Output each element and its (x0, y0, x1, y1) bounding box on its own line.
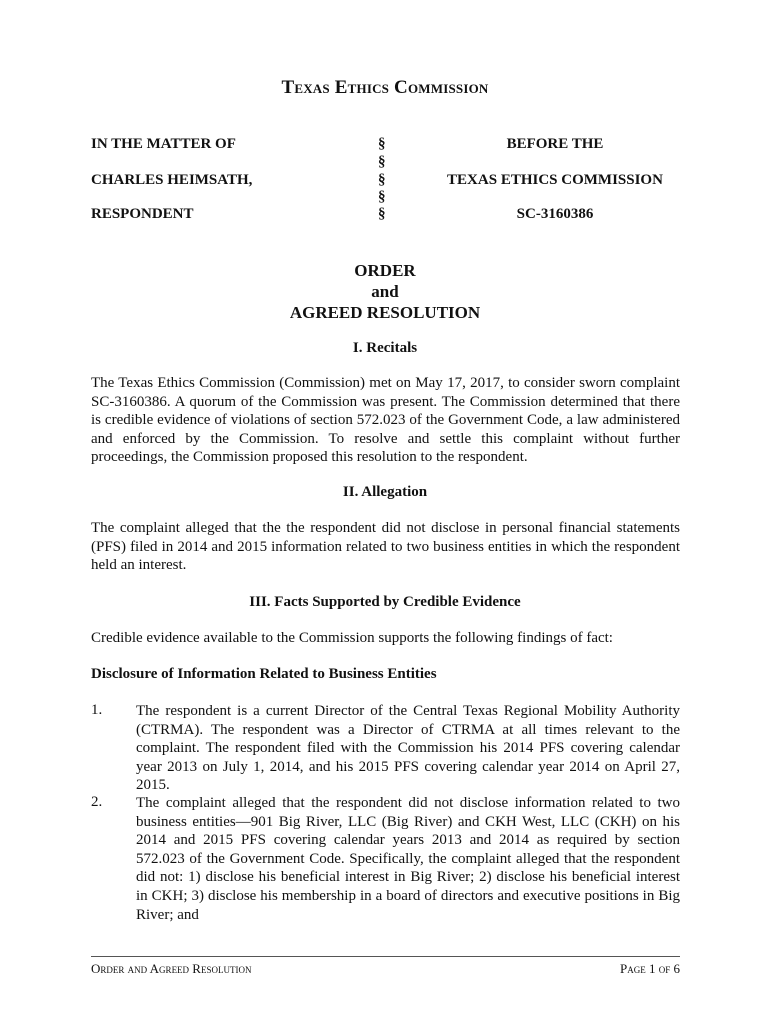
item-number: 2. (91, 794, 103, 810)
footer-left: Order and Agreed Resolution (91, 961, 252, 976)
item-text: The respondent is a current Director of the Central Texas Regional Mobility Authority (CTRMA). The respondent was a Director of CTRMA at all times relevant to the complaint. The respondent filed with the Commission his 2014 PFS covering calendar year 2013 on July 1, 2014, and his 2015 PFS covering calendar year 2014 on April 27, 2015. (136, 703, 680, 794)
caption-left-line-3: RESPONDENT (91, 206, 194, 222)
document-title: Texas Ethics Commission (281, 77, 489, 98)
recitals-paragraph: The Texas Ethics Commission (Commission) met on May 17, 2017, to consider sworn complaint SC-3160386. A quorum of the Commission was present. The Commission determined that there is credible evidence of violations of section 572.023 of the Government Code, a law administered and enforced by the Commission. To resolve and settle this complaint without further proceedings, the Commission proposed this resolution to the respondent. (91, 375, 680, 466)
recitals-heading: I. Recitals (352, 340, 418, 356)
caption-right-line-2: TEXAS ETHICS COMMISSION (447, 172, 663, 188)
section-symbol: § (378, 206, 386, 222)
section-symbol: § (378, 189, 386, 205)
footer-page-number: Page 1 of 6 (620, 961, 680, 976)
caption-left-line-2: CHARLES HEIMSATH, (91, 172, 253, 188)
caption-left-line-1: IN THE MATTER OF (91, 136, 236, 152)
order-heading-line-1: ORDER (354, 261, 416, 280)
item-text: The complaint alleged that the respondent did not disclose information related to two business entities—901 Big River, LLC (Big River) and CKH West, LLC (CKH) on his 2014 and 2015 PFS covering calendar years 2013 and 2014 as required by section 572.023 of the Government Code. Specifically, the complaint alleged that the respondent did not: 1) disclose his beneficial interest in Big River; 2) disclose his beneficial interest in CKH; 3) disclose his membership in a board of directors and executive positions in Big River; and (136, 795, 680, 923)
item-number: 1. (91, 702, 103, 718)
section-symbol: § (378, 136, 386, 152)
facts-intro: Credible evidence available to the Commission supports the following findings of fact: (91, 630, 613, 646)
order-heading-line-2: and (371, 282, 399, 301)
facts-heading: III. Facts Supported by Credible Evidence (249, 594, 521, 610)
allegation-heading: II. Allegation (342, 484, 428, 500)
section-symbol: § (378, 172, 386, 188)
disclosure-heading: Disclosure of Information Related to Business Entities (91, 666, 437, 682)
footer-divider (91, 956, 680, 957)
order-heading-line-3: AGREED RESOLUTION (289, 303, 481, 322)
caption-right-line-1: BEFORE THE (506, 136, 604, 152)
section-symbol: § (378, 154, 386, 170)
caption-right-line-3: SC-3160386 (516, 206, 594, 222)
allegation-paragraph: The complaint alleged that the the respondent did not disclose in personal financial statements (PFS) filed in 2014 and 2015 information related to two business entities in which the respondent held an interest. (91, 520, 680, 574)
